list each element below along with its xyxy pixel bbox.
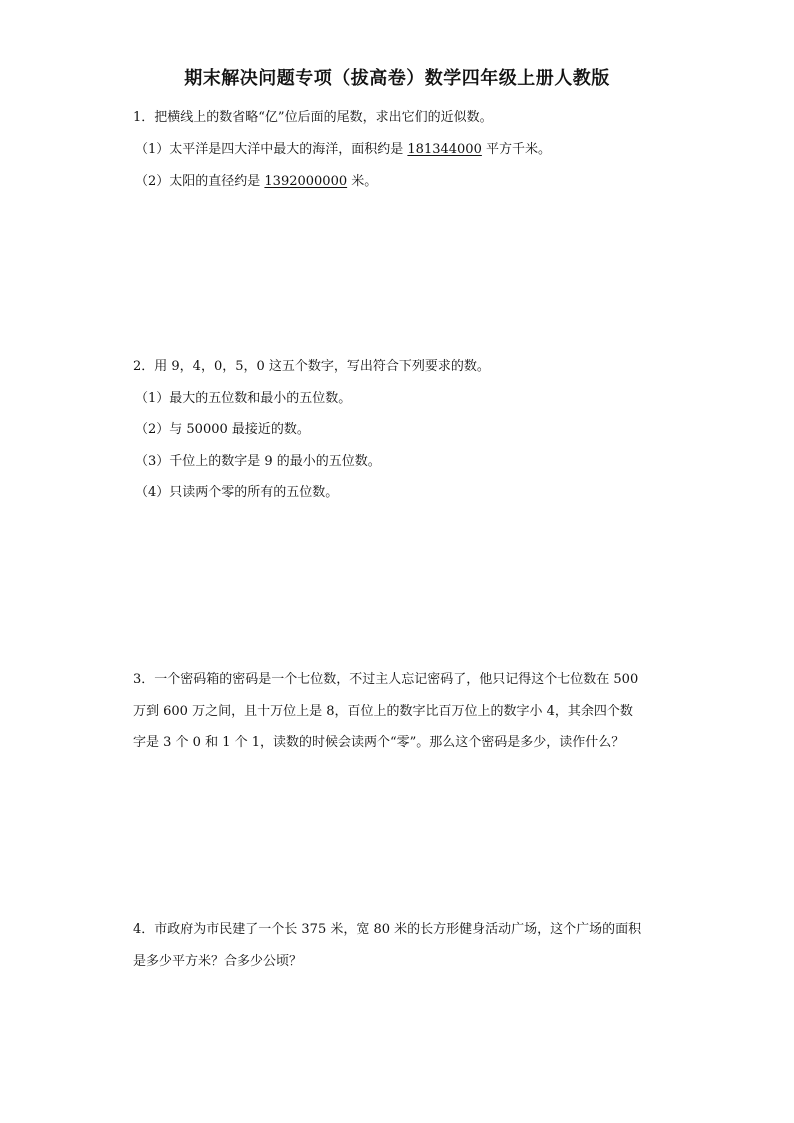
question-1-part-1-unit: 平方千米。 xyxy=(481,142,551,157)
question-2-part-2: （2）与 50000 最接近的数。 xyxy=(135,422,310,437)
question-4-line-1: 4．市政府为市民建了一个长 375 米，宽 80 米的长方形健身活动广场，这个广场的面积 xyxy=(133,922,642,937)
page-title: 期末解决问题专项（拔高卷）数学四年级上册人教版 xyxy=(184,68,610,89)
question-1-part-2-number: 1392000000 xyxy=(264,174,348,189)
question-2-stem: 2．用 9，4，0，5，0 这五个数字，写出符合下列要求的数。 xyxy=(133,359,490,374)
question-1-part-1-number: 181344000 xyxy=(407,142,482,157)
question-1-stem: 1．把横线上的数省略“亿”位后面的尾数，求出它们的近似数。 xyxy=(133,110,493,125)
question-1-part-2 xyxy=(135,172,670,192)
question-3-line-1: 3．一个密码箱的密码是一个七位数，不过主人忘记密码了，他只记得这个七位数在 500 xyxy=(133,672,639,687)
question-1-part-1-text: （1）太平洋是四大洋中最大的海洋，面积约是 xyxy=(135,142,408,157)
question-3-line-2: 万到 600 万之间，且十万位上是 8，百位上的数字比百万位上的数字小 4，其余四个数 xyxy=(133,704,633,719)
question-3-line-3: 字是 3 个 0 和 1 个 1，读数的时候会读两个“零”。那么这个密码是多少，读作什么？ xyxy=(133,735,625,750)
question-2-part-3: （3）千位上的数字是 9 的最小的五位数。 xyxy=(135,454,381,469)
question-2-part-1: （1）最大的五位数和最小的五位数。 xyxy=(135,391,352,406)
question-1-part-2-text: （2）太阳的直径约是 xyxy=(135,174,265,189)
question-2-part-4: （4）只读两个零的所有的五位数。 xyxy=(135,485,339,500)
question-1-part-1 xyxy=(135,140,670,160)
question-4-line-2: 是多少平方米？合多少公顷？ xyxy=(133,954,303,969)
question-1-part-2-unit: 米。 xyxy=(347,174,378,189)
